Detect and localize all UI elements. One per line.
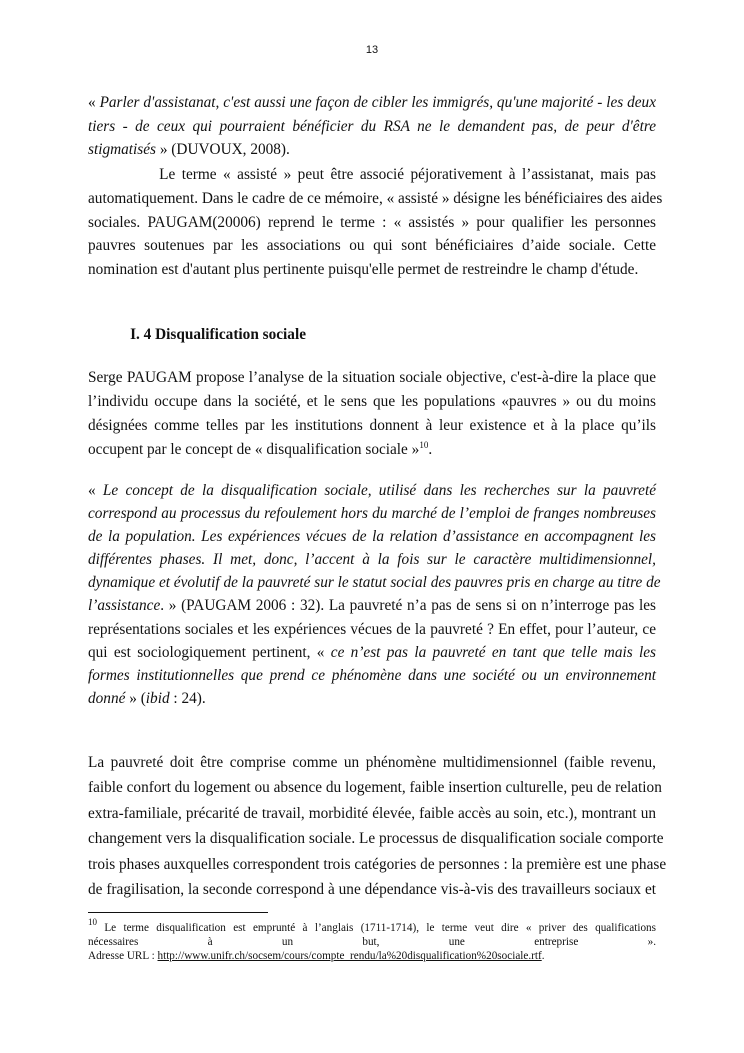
text-span: La pauvreté doit être comprise comme un phénomène multidimensionnel (faible revenu,	[88, 754, 656, 771]
text-line	[88, 594, 656, 617]
text-line	[88, 414, 656, 438]
text-span: qui est sociologiquement pertinent, «	[88, 643, 331, 661]
text-span: différentes phases. Il met, donc, l’accent à la fois sur le caractère multidimensionnel,	[88, 551, 656, 569]
text-line	[88, 548, 656, 571]
text-span: occupent par le concept de « disqualification sociale »	[88, 441, 420, 458]
text-span: pauvres soutenues par les associations ou qui sont bénéficiaires d’aide sociale. Cette	[88, 237, 656, 255]
text-span: nomination est d'autant plus pertinente puisqu'elle permet de restreindre le champ d'étude.	[88, 261, 639, 278]
text-line	[88, 917, 656, 935]
text-span: nécessaires à un but, une entreprise ».	[88, 936, 656, 948]
text-line	[88, 91, 656, 115]
text-line	[88, 826, 664, 851]
url-link[interactable]: http://www.unifr.ch/socsem/cours/compte_rendu/la%20disqualification%20sociale.rtf	[157, 950, 542, 962]
text-line	[88, 750, 656, 775]
text-line	[88, 687, 656, 710]
paragraph-concept-quote	[88, 479, 661, 710]
footnote-separator	[88, 912, 268, 913]
text-span: l’individu occupe dans la société, et le sens que les populations «pauvres » ou du moins	[88, 393, 656, 410]
text-line	[88, 211, 656, 235]
quote-duvoux	[88, 91, 656, 162]
text-span: «	[88, 482, 103, 499]
text-span: automatiquement. Dans le cadre de ce mémoire, « assisté » désigne les bénéficiaires des aides	[88, 189, 663, 207]
footnote	[88, 917, 656, 963]
text-line	[88, 935, 656, 949]
text-span: extra-familiale, précarité de travail, morbidité élevée, faible accès au soin, etc.), montrant un	[88, 804, 656, 822]
section-heading	[88, 323, 656, 347]
text-line	[88, 618, 656, 641]
text-span: Parler d'assistanat, c'est aussi une façon de cibler les immigrés, qu'une majorité - les deux	[99, 94, 656, 111]
text-span: représentations sociales et les expériences vécues de la pauvreté ? En effet, pour l’auteur, ce	[88, 620, 656, 638]
text-line	[88, 115, 656, 139]
text-span: .	[541, 950, 545, 962]
page-number: 13	[365, 44, 379, 56]
text-line	[88, 852, 667, 877]
paragraph-paugam	[88, 366, 656, 462]
text-span: faible confort du logement ou absence du logement, faible insertion culturelle, peu de relation	[88, 779, 662, 797]
paragraph-pauvrete	[88, 750, 667, 902]
text-span: Serge PAUGAM propose l’analyse de la situation sociale objective, c'est-à-dire la place que	[88, 369, 656, 386]
text-line	[88, 571, 661, 594]
text-span: » (	[125, 689, 146, 707]
text-span: ibid	[145, 689, 170, 707]
text-span: sociales. PAUGAM(20006) reprend le terme : « assistés » pour qualifier les personnes	[88, 213, 656, 231]
text-span: : 24).	[169, 689, 206, 707]
text-span: I. 4 Disqualification sociale	[88, 326, 306, 343]
paragraph-assiste	[88, 163, 663, 282]
text-line	[88, 366, 656, 390]
text-span: Le terme disqualification est emprunté à l’anglais (1711-1714), le terme veut dire « priver des qualifications	[97, 922, 656, 934]
text-span: Le terme « assisté » peut être associé péjorativement à l’assistanat, mais pas	[88, 166, 656, 183]
text-line	[88, 949, 656, 963]
text-line	[88, 801, 656, 826]
text-span: tiers - de ceux qui pourraient bénéficier du RSA ne le demandent pas, de peur d'être	[88, 117, 656, 135]
text-line	[88, 525, 656, 548]
text-span: ce n’est pas la pauvreté en tant que telle mais les	[330, 643, 656, 661]
text-span: dynamique et évolutif de la pauvreté sur le statut social des pauvres pris en charge au titre de	[88, 574, 661, 592]
text-span: formes institutionnelles que prend ce phénomène dans une société ou un environnement	[88, 666, 656, 684]
text-line	[88, 138, 656, 162]
text-line	[88, 877, 656, 902]
text-span: trois phases auxquelles correspondent trois catégories de personnes : la première est une phase	[88, 855, 667, 873]
text-line	[88, 187, 663, 211]
text-line	[88, 163, 656, 187]
text-line	[88, 641, 656, 664]
text-span: correspond au processus du refoulement hors du marché de l’emploi de franges nombreuses	[88, 505, 656, 523]
text-span: » (DUVOUX, 2008).	[156, 141, 290, 158]
text-span: l’assistance	[88, 597, 161, 615]
text-span: Le concept de la disqualification sociale, utilisé dans les recherches sur la pauvreté	[102, 482, 656, 499]
text-span: Adresse URL :	[88, 950, 158, 962]
text-line	[88, 502, 656, 525]
text-span: désignées comme telles par les institutions donnent à leur existence et à la place qu’ils	[88, 417, 656, 434]
text-line	[88, 258, 656, 282]
text-span: de fragilisation, la seconde correspond à une dépendance vis-à-vis des travailleurs sociaux et	[88, 880, 656, 898]
text-span: de la population. Les expériences vécues de la relation d’assistance en accompagnent les	[88, 528, 656, 546]
text-line	[88, 390, 656, 414]
text-span: .	[428, 441, 433, 458]
footnote-ref: 10	[88, 917, 97, 927]
footnote-ref: 10	[419, 440, 429, 450]
text-span: changement vers la disqualification sociale. Le processus de disqualification sociale comporte	[88, 830, 664, 848]
text-line	[88, 664, 656, 687]
text-line	[88, 323, 656, 347]
text-line	[88, 438, 656, 462]
text-span: . » (PAUGAM 2006 : 32). La pauvreté n’a pas de sens si on n’interroge pas les	[160, 597, 656, 615]
text-line	[88, 479, 656, 502]
text-line	[88, 234, 656, 258]
text-line	[88, 775, 662, 800]
text-span: «	[88, 94, 100, 111]
text-span: stigmatisés	[88, 141, 156, 158]
text-span: donné	[88, 689, 126, 707]
